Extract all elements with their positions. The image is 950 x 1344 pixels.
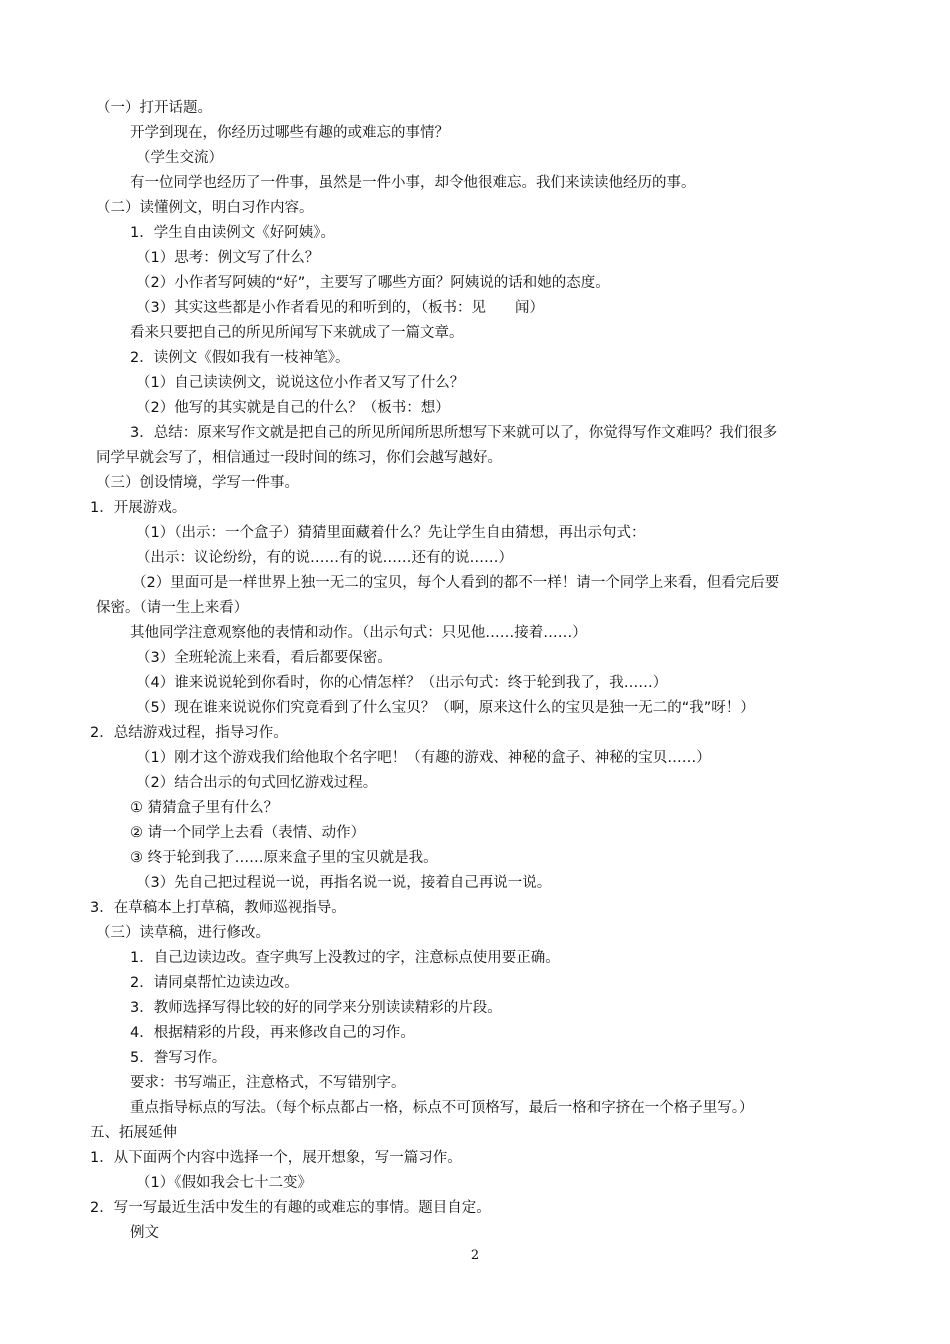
- text-line: （1）刚才这个游戏我们给他取个名字吧！（有趣的游戏、神秘的盒子、神秘的宝贝……）: [136, 750, 711, 766]
- text-line: 开学到现在，你经历过哪些有趣的或难忘的事情？: [130, 125, 449, 141]
- text-line: 4．根据精彩的片段，再来修改自己的习作。: [130, 1025, 415, 1041]
- text-line: （5）现在谁来说说你们究竟看到了什么宝贝？（啊，原来这什么的宝贝是独一无二的“我”呀！）: [136, 700, 755, 716]
- text-line: 1．从下面两个内容中选择一个，展开想象，写一篇习作。: [90, 1150, 462, 1166]
- text-line: 1．开展游戏。: [90, 500, 187, 516]
- text-line: 3．教师选择写得比较的好的同学来分别读读精彩的片段。: [130, 1000, 502, 1016]
- page-number: 2: [470, 1248, 480, 1263]
- text-line: 重点指导标点的写法。（每个标点都占一格，标点不可顶格写，最后一格和字挤在一个格子里写。）: [130, 1100, 754, 1116]
- heading-create-scene: （三）创设情境，学写一件事。: [96, 475, 299, 491]
- text-line: 其他同学注意观察他的表情和动作。（出示句式：只见他……接着……）: [130, 625, 587, 641]
- text-line: 2．请同桌帮忙边读边改。: [130, 975, 299, 991]
- text-line: （出示：议论纷纷，有的说……有的说……还有的说……）: [136, 550, 513, 566]
- text-line: （学生交流）: [136, 150, 223, 166]
- heading-extension: 五、拓展延伸: [90, 1125, 177, 1141]
- text-line: （2）他写的其实就是自己的什么？（板书：想）: [136, 400, 450, 416]
- text-line: 2．写一写最近生活中发生的有趣的或难忘的事情。题目自定。: [90, 1200, 491, 1216]
- text-line: （1）《假如我会七十二变》: [136, 1175, 312, 1191]
- text-line: 5．誊写习作。: [130, 1050, 227, 1066]
- text-line: （1）（出示：一个盒子）猜猜里面藏着什么？先让学生自由猜想，再出示句式：: [136, 525, 646, 541]
- text-line: 1．自己边读边改。查字典写上没教过的字，注意标点使用要正确。: [130, 950, 560, 966]
- text-line: 例文: [130, 1225, 159, 1241]
- text-line: 要求：书写端正，注意格式，不写错别字。: [130, 1075, 406, 1091]
- text-line: ③ 终于轮到我了……原来盒子里的宝贝就是我。: [130, 850, 438, 866]
- text-line: 有一位同学也经历了一件事，虽然是一件小事，却令他很难忘。我们来读读他经历的事。: [130, 175, 696, 191]
- text-line: （2）小作者写阿姨的“好”，主要写了哪些方面？阿姨说的话和她的态度。: [136, 275, 610, 291]
- text-line: （3）其实这些都是小作者看见的和听到的，（板书：见 闻）: [136, 300, 544, 316]
- text-line: 看来只要把自己的所见所闻写下来就成了一篇文章。: [130, 325, 464, 341]
- text-line: （4）谁来说说轮到你看时，你的心情怎样？（出示句式：终于轮到我了，我……）: [136, 675, 668, 691]
- text-line: 同学早就会写了，相信通过一段时间的练习，你们会越写越好。: [96, 450, 502, 466]
- text-line: ② 请一个同学上去看（表情、动作）: [130, 825, 366, 841]
- text-line: 1．学生自由读例文《好阿姨》。: [130, 225, 335, 241]
- text-line: ① 猜猜盒子里有什么？: [130, 800, 279, 816]
- text-line: （2）里面可是一样世界上独一无二的宝贝，每个人看到的都不一样！请一个同学上来看，但看完后要: [132, 575, 780, 591]
- text-line: 3．总结：原来写作文就是把自己的所见所闻所思所想写下来就可以了，你觉得写作文难吗？我们很多: [130, 425, 778, 441]
- text-line: 保密。（请一生上来看）: [96, 600, 249, 616]
- text-line: （3）先自己把过程说一说，再指名说一说，接着自己再说一说。: [136, 875, 552, 891]
- heading-revise-draft: （三）读草稿，进行修改。: [96, 925, 270, 941]
- text-line: 2．读例文《假如我有一枝神笔》。: [130, 350, 350, 366]
- heading-open-topic: （一）打开话题。: [96, 100, 212, 116]
- text-line: （3）全班轮流上来看，看后都要保密。: [136, 650, 392, 666]
- text-line: 2．总结游戏过程，指导习作。: [90, 725, 288, 741]
- text-line: （1）思考：例文写了什么？: [136, 250, 320, 266]
- text-line: （2）结合出示的句式回忆游戏过程。: [136, 775, 378, 791]
- text-line: （1）自己读读例文，说说这位小作者又写了什么？: [136, 375, 465, 391]
- text-line: 3．在草稿本上打草稿，教师巡视指导。: [90, 900, 346, 916]
- heading-read-example: （二）读懂例文，明白习作内容。: [96, 200, 314, 216]
